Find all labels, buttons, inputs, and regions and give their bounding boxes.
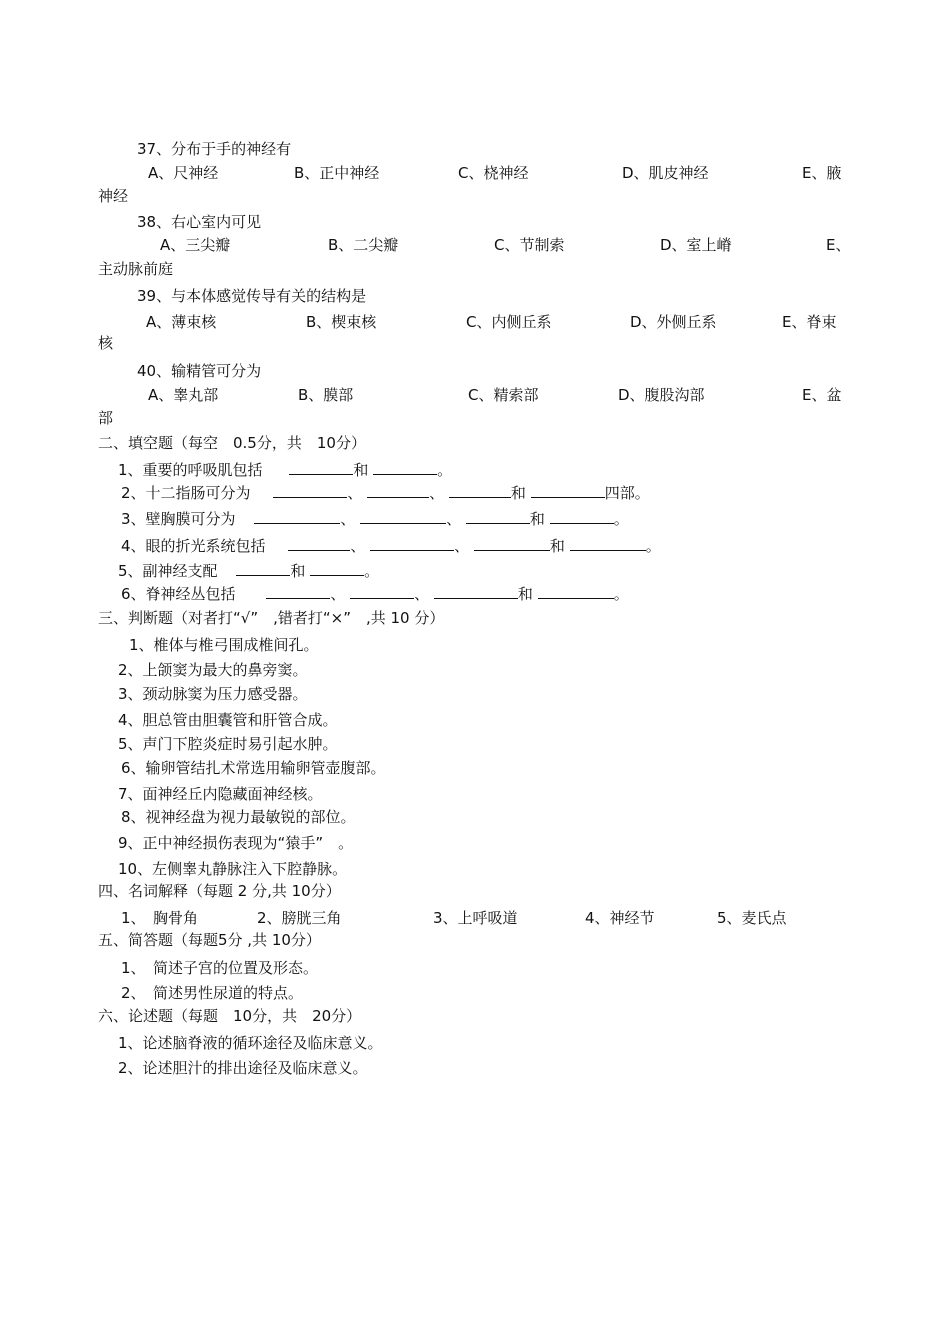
blank-separator: 、	[330, 585, 346, 603]
judgement-item: 5、声门下腔炎症时易引起水肿。	[118, 735, 338, 753]
short-answer-item: 1、 简述子宫的位置及形态。	[121, 959, 319, 977]
option-e: E、腋	[802, 164, 842, 182]
answer-blank	[266, 584, 330, 599]
blank-separator: 。	[437, 461, 453, 479]
question-stem: 37、分布于手的神经有	[137, 140, 292, 158]
option-d: D、肌皮神经	[622, 164, 709, 182]
option-d: D、室上嵴	[660, 236, 732, 254]
section-heading: 三、判断题（对者打“√” ,错者打“×” ,共 10 分）	[98, 609, 445, 627]
blank-separator: 和	[510, 484, 526, 502]
question-stem: 38、右心室内可见	[137, 213, 262, 231]
fill-item-1	[118, 460, 452, 480]
judgement-item: 4、胆总管由胆囊管和肝管合成。	[118, 711, 338, 729]
option-b: B、膜部	[298, 386, 354, 404]
essay-item: 1、论述脑脊液的循环途径及临床意义。	[118, 1034, 383, 1052]
option-d: D、外侧丘系	[630, 313, 717, 331]
option-a: A、睾丸部	[148, 386, 219, 404]
option-e-continued: 核	[98, 334, 114, 352]
term-item: 2、膀胱三角	[257, 909, 342, 927]
answer-blank	[466, 509, 530, 524]
judgement-item: 7、面神经丘内隐藏面神经核。	[118, 785, 323, 803]
fill-item-text: 5、副神经支配	[118, 562, 218, 580]
option-e-continued: 神经	[98, 187, 129, 205]
answer-blank	[570, 536, 646, 551]
option-e-continued: 主动脉前庭	[98, 260, 174, 278]
answer-blank	[474, 536, 550, 551]
answer-blank	[254, 509, 340, 524]
term-item: 5、麦氏点	[717, 909, 787, 927]
option-b: B、二尖瓣	[328, 236, 399, 254]
answer-blank	[370, 536, 454, 551]
fill-item-text: 6、脊神经丛包括	[121, 585, 236, 603]
answer-blank	[531, 483, 605, 498]
fill-item-text: 4、眼的折光系统包括	[121, 537, 266, 555]
option-c: C、内侧丘系	[466, 313, 552, 331]
judgement-item: 10、左侧睾丸静脉注入下腔静脉。	[118, 860, 348, 878]
option-c: C、节制索	[494, 236, 565, 254]
blank-separator: 和	[517, 585, 533, 603]
short-answer-item: 2、 简述男性尿道的特点。	[121, 984, 304, 1002]
fill-item-4	[121, 536, 661, 556]
judgement-item: 1、椎体与椎弓围成椎间孔。	[129, 636, 319, 654]
term-item: 3、上呼吸道	[433, 909, 518, 927]
option-e-continued: 部	[98, 409, 114, 427]
blank-separator: 和	[290, 562, 306, 580]
section-heading: 二、填空题（每空 0.5分，共 10分）	[98, 434, 366, 452]
fill-item-text: 1、重要的呼吸肌包括	[118, 461, 263, 479]
fill-item-text: 2、十二指肠可分为	[121, 484, 251, 502]
option-b: B、楔束核	[306, 313, 377, 331]
blank-separator: 、	[414, 585, 430, 603]
judgement-item: 3、颈动脉窦为压力感受器。	[118, 685, 308, 703]
fill-item-3	[121, 509, 629, 529]
blank-separator: 和	[353, 461, 369, 479]
fill-item-5	[118, 561, 379, 581]
blank-separator: 、	[340, 510, 356, 528]
judgement-item: 6、输卵管结扎术常选用输卵管壶腹部。	[121, 759, 386, 777]
blank-separator: 和	[549, 537, 565, 555]
answer-blank	[310, 561, 364, 576]
blank-separator: 、	[446, 510, 462, 528]
option-a: A、尺神经	[148, 164, 219, 182]
judgement-item: 8、视神经盘为视力最敏锐的部位。	[121, 808, 356, 826]
term-item: 4、神经节	[585, 909, 655, 927]
answer-blank	[289, 460, 353, 475]
blank-separator: 、	[454, 537, 470, 555]
option-c: C、精索部	[468, 386, 539, 404]
blank-separator: 、	[429, 484, 445, 502]
blank-separator: 、	[347, 484, 363, 502]
option-d: D、腹股沟部	[618, 386, 705, 404]
term-item: 1、 胸骨角	[121, 909, 199, 927]
blank-separator: 。	[645, 537, 661, 555]
section-heading: 五、简答题（每题5分 ,共 10分）	[98, 931, 321, 949]
blank-separator: 。	[364, 562, 380, 580]
answer-blank	[367, 483, 429, 498]
fill-item-2	[121, 483, 650, 503]
blank-separator: 。	[613, 510, 629, 528]
option-b: B、正中神经	[294, 164, 380, 182]
option-a: A、薄束核	[146, 313, 217, 331]
blank-separator: 。	[613, 585, 629, 603]
option-e: E、脊束	[782, 313, 837, 331]
section-heading: 六、论述题（每题 10分，共 20分）	[98, 1007, 362, 1025]
blank-separator: 四部。	[604, 484, 650, 502]
answer-blank	[360, 509, 446, 524]
question-stem: 39、与本体感觉传导有关的结构是	[137, 287, 367, 305]
option-c: C、桡神经	[458, 164, 529, 182]
blank-separator: 和	[529, 510, 545, 528]
fill-item-6	[121, 584, 629, 604]
answer-blank	[449, 483, 511, 498]
answer-blank	[373, 460, 437, 475]
answer-blank	[434, 584, 518, 599]
blank-separator: 、	[350, 537, 366, 555]
judgement-item: 9、正中神经损伤表现为“猿手” 。	[118, 834, 354, 852]
answer-blank	[273, 483, 347, 498]
section-heading: 四、名词解释（每题 2 分,共 10分）	[98, 882, 341, 900]
option-a: A、三尖瓣	[160, 236, 231, 254]
answer-blank	[288, 536, 350, 551]
fill-item-text: 3、壁胸膜可分为	[121, 510, 236, 528]
option-e: E、盆	[802, 386, 842, 404]
answer-blank	[236, 561, 290, 576]
answer-blank	[550, 509, 614, 524]
answer-blank	[538, 584, 614, 599]
judgement-item: 2、上颌窦为最大的鼻旁窦。	[118, 661, 308, 679]
question-stem: 40、输精管可分为	[137, 362, 262, 380]
essay-item: 2、论述胆汁的排出途径及临床意义。	[118, 1059, 368, 1077]
answer-blank	[350, 584, 414, 599]
option-e: E、	[826, 236, 851, 254]
